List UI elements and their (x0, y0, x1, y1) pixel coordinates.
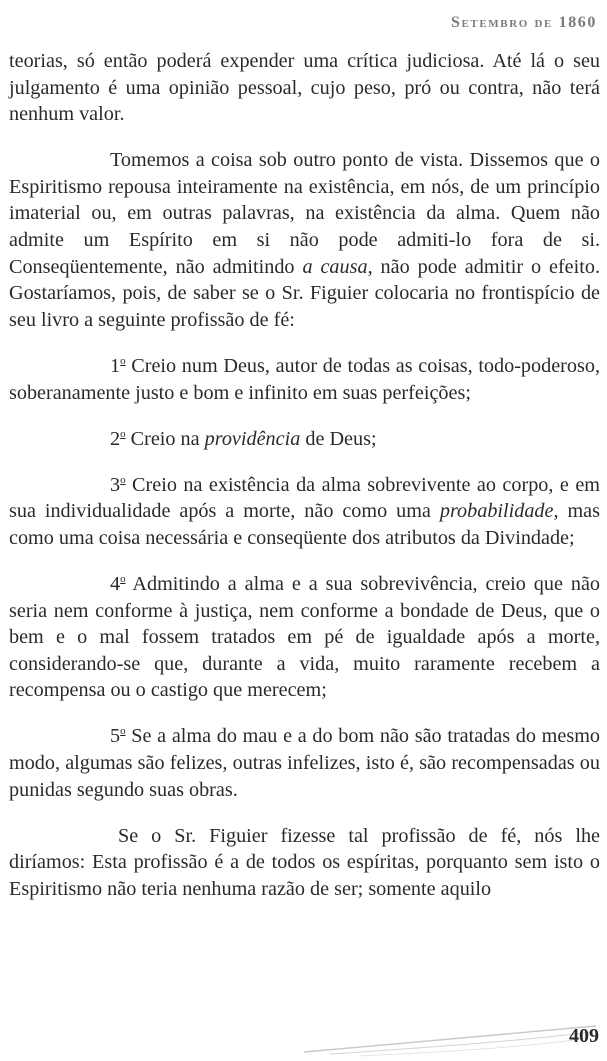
paragraph-text: Creio na existência da alma sobrevivente ao corpo, e em sua individualidade após a morte, não como uma (9, 473, 600, 523)
ordinal-mark: o (120, 473, 126, 486)
folio-swoosh-ornament (300, 1022, 600, 1058)
italic-term: providência (204, 427, 301, 450)
paragraph-text: Creio na (125, 427, 205, 450)
item-number: 2 (110, 427, 121, 450)
creed-item-4 (9, 571, 600, 704)
paragraph-text: teorias, só então poderá expender uma crítica judiciosa. Até lá o seu julgamento é uma opinião pessoal, cujo peso, pró ou contra, não terá nenhum valor. (9, 50, 600, 126)
ordinal-mark: o (120, 427, 126, 440)
paragraph-argument (9, 147, 600, 333)
creed-item-2 (9, 426, 600, 453)
paragraph-text: Creio num Deus, autor de todas as coisas, todo-poderoso, soberanamente justo e bom e infinito em suas perfeições; (9, 354, 600, 404)
paragraph-text: , mas como uma coisa necessária e conseqüente dos atributos da Divindade; (9, 500, 601, 549)
ordinal-mark: o (120, 725, 126, 738)
paragraph-continuation (9, 48, 600, 128)
item-number: 3 (110, 473, 121, 496)
item-number: 5 (110, 725, 121, 748)
ordinal-mark: o (120, 354, 126, 367)
italic-term: probabilidade (439, 500, 554, 523)
page-number: 409 (569, 1025, 599, 1047)
paragraph-text: Se o Sr. Figuier fizesse tal profissão de fé, nós lhe diríamos: Esta profissão é a de todos os espíritas, porquanto sem isto o Espiritismo não teria nenhuma razão de ser; somente aquilo (9, 824, 600, 900)
paragraph-text: de Deus; (300, 427, 377, 450)
paragraph-text: Admitindo a alma e a sua sobrevivência, creio que não seria nem conforme à justiça, nem conforme a bondade de Deus, que o bem e o mal fossem tratados em pé de igualdade após a morte, considerando-se que, durante a vida, muito raramente recebem a recompensa ou o castigo que merecem; (9, 573, 600, 702)
item-number: 1 (110, 354, 121, 377)
paragraph-text: Tomemos a coisa sob outro ponto de vista. Dissemos que o Espiritismo repousa inteiramente na existência, em nós, de um princípio imaterial ou, em outras palavras, na existência da alma. Quem não admite um Espírito em si não pode admiti-lo fora de si. Conseqüentemente, não admitindo (9, 149, 600, 278)
body-text (9, 48, 600, 903)
item-number: 4 (110, 573, 121, 595)
italic-term: a causa (302, 255, 368, 278)
creed-item-5 (9, 723, 600, 803)
paragraph-text: Se a alma do mau e a do bom não são tratadas do mesmo modo, algumas são felizes, outras infelizes, isto é, são recompensadas ou punidas segundo suas obras. (9, 725, 600, 801)
paragraph-conclusion (9, 823, 600, 903)
running-head: Setembro de 1860 (450, 14, 597, 31)
paragraph-text: , não pode admitir o efeito. Gostaríamos, pois, de saber se o Sr. Figuier colocaria no frontispício de seu livro a seguinte profissão de fé: (9, 255, 600, 331)
creed-item-3 (9, 472, 600, 552)
creed-item-1 (9, 353, 600, 406)
ordinal-mark: o (120, 573, 126, 585)
